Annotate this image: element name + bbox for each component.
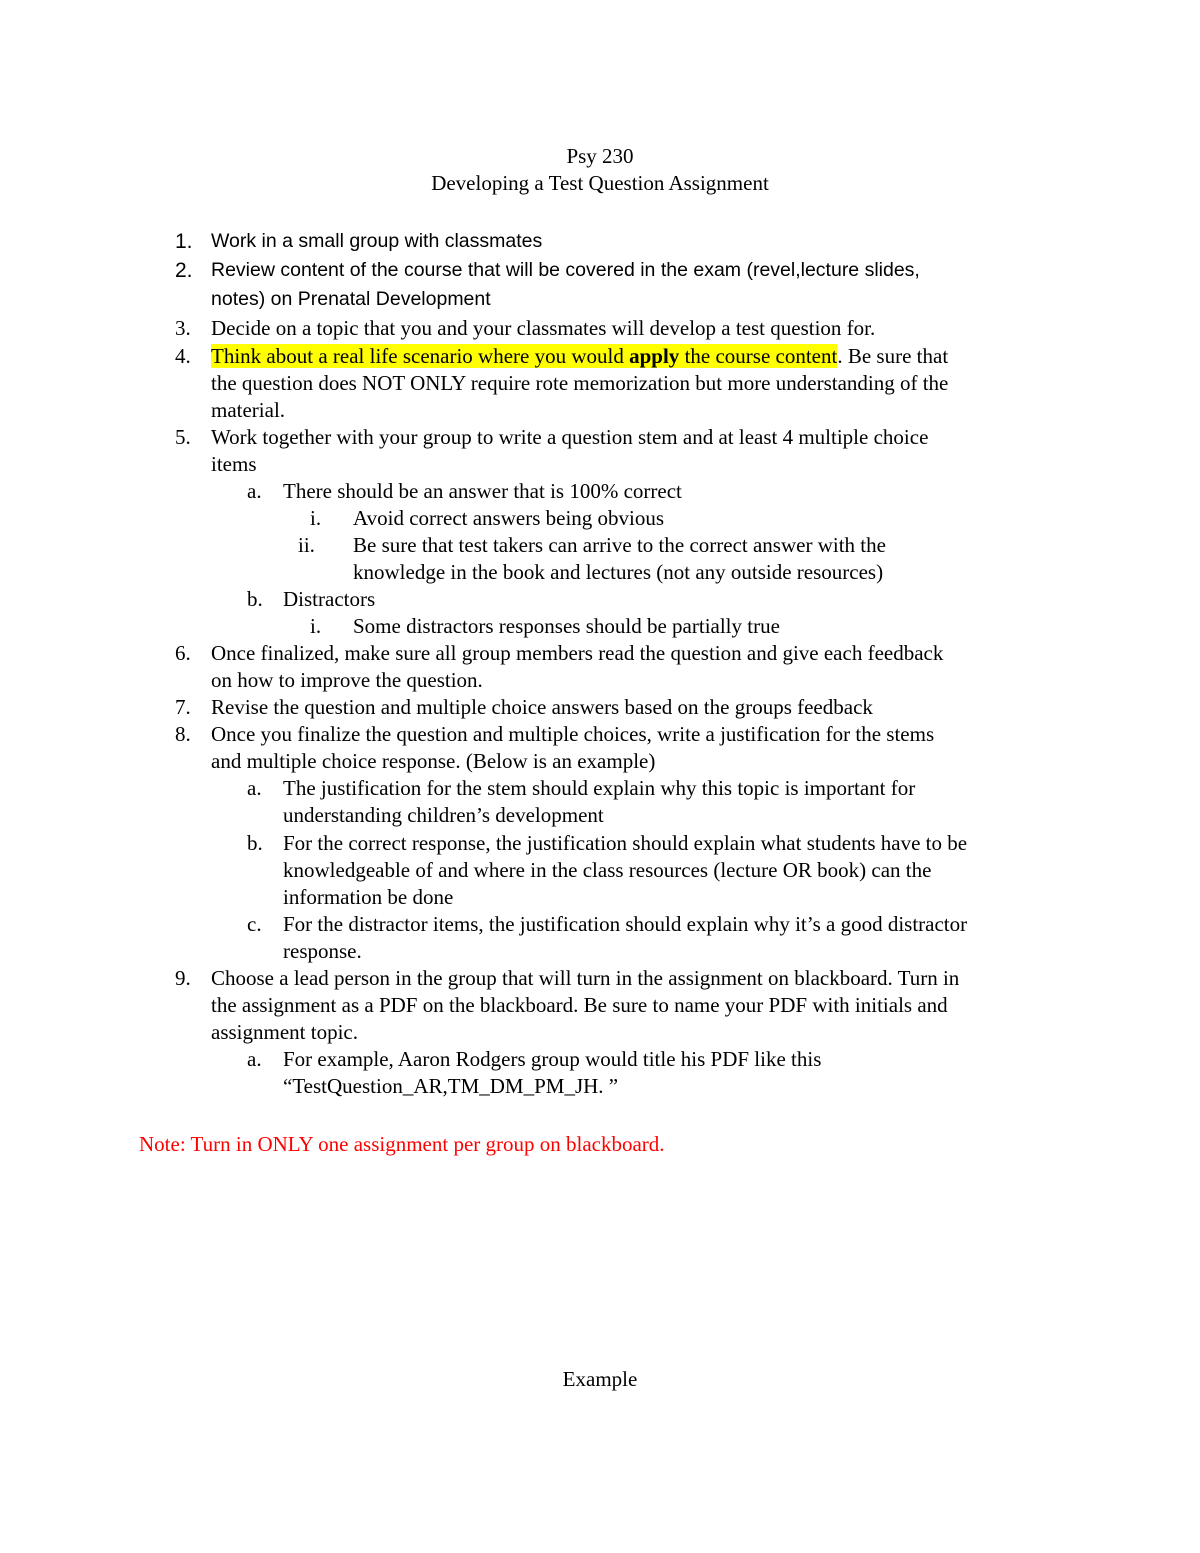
sub-sub-item-text: Be sure that test takers can arrive to the correct answer with the — [353, 533, 886, 557]
list-letter: b. — [247, 831, 263, 855]
sub-item-text: For the distractor items, the justification should explain why it’s a good distractor — [283, 912, 968, 936]
list-item-text: Revise the question and multiple choice answers based on the groups feedback — [211, 695, 873, 719]
list-item-text: assignment topic. — [211, 1020, 358, 1044]
list-item-text: Decide on a topic that you and your classmates will develop a test question for. — [211, 316, 876, 340]
sub-item-text: The justification for the stem should explain why this topic is important for — [283, 776, 916, 800]
sub-item-text: information be done — [283, 885, 454, 909]
sub-item-text: “TestQuestion_AR,TM_DM_PM_JH. ” — [283, 1074, 619, 1098]
highlighted-text: Think about a real life scenario where you would apply the course content — [211, 344, 838, 368]
list-number: 9. — [175, 966, 191, 990]
list-item-text: Choose a lead person in the group that will turn in the assignment on blackboard. Turn in — [211, 966, 960, 990]
list-letter: b. — [247, 587, 263, 611]
list-number: 6. — [175, 641, 191, 665]
list-number: 2. — [175, 259, 193, 282]
list-number: 7. — [175, 695, 191, 719]
assignment-title: Developing a Test Question Assignment — [431, 171, 769, 195]
sub-item-text: understanding children’s development — [283, 803, 604, 827]
list-item-text: and multiple choice response. (Below is an example) — [211, 749, 656, 773]
list-number: 5. — [175, 425, 191, 449]
course-title: Psy 230 — [566, 144, 634, 168]
sub-sub-item-text: Some distractors responses should be partially true — [353, 614, 780, 638]
bold-apply: apply — [629, 344, 680, 368]
list-number: 4. — [175, 344, 191, 368]
list-item-text: notes) on Prenatal Development — [211, 288, 491, 310]
list-number: 8. — [175, 722, 191, 746]
list-item-text: on how to improve the question. — [211, 668, 483, 692]
list-letter: a. — [247, 479, 262, 503]
list-roman: i. — [310, 614, 322, 638]
sub-item-text: knowledgeable of and where in the class resources (lecture OR book) can the — [283, 858, 932, 882]
sub-sub-item-text: knowledge in the book and lectures (not any outside resources) — [353, 560, 884, 584]
list-number: 1. — [175, 230, 193, 253]
list-letter: a. — [247, 1047, 262, 1071]
sub-item-text: response. — [283, 939, 362, 963]
list-item-text: the question does NOT ONLY require rote memorization but more understanding of the — [211, 371, 949, 395]
list-number: 3. — [175, 316, 191, 340]
list-item-text: Work together with your group to write a question stem and at least 4 multiple choice — [211, 425, 929, 449]
example-heading: Example — [562, 1367, 638, 1391]
sub-item-text: There should be an answer that is 100% correct — [283, 479, 682, 503]
list-item-text: material. — [211, 398, 286, 422]
list-letter: a. — [247, 776, 262, 800]
list-item-text: the assignment as a PDF on the blackboard. Be sure to name your PDF with initials and — [211, 993, 948, 1017]
list-roman: ii. — [298, 533, 315, 557]
list-item-text: Once you finalize the question and multiple choices, write a justification for the stems — [211, 722, 935, 746]
list-roman: i. — [310, 506, 322, 530]
list-item-text: items — [211, 452, 257, 476]
list-item-text: Work in a small group with classmates — [211, 230, 543, 252]
note-text: Note: Turn in ONLY one assignment per group on blackboard. — [139, 1132, 665, 1156]
sub-sub-item-text: Avoid correct answers being obvious — [353, 506, 665, 530]
list-item-text: Once finalized, make sure all group members read the question and give each feedback — [211, 641, 944, 665]
list-item-text: Review content of the course that will be covered in the exam (revel,lecture slides, — [211, 259, 920, 281]
sub-item-text: For example, Aaron Rodgers group would title his PDF like this — [283, 1047, 822, 1071]
list-item-text: Think about a real life scenario where you would apply the course content. Be sure that — [211, 344, 949, 368]
list-letter: c. — [247, 912, 262, 936]
sub-item-text: Distractors — [283, 587, 376, 611]
sub-item-text: For the correct response, the justification should explain what students have to be — [283, 831, 968, 855]
